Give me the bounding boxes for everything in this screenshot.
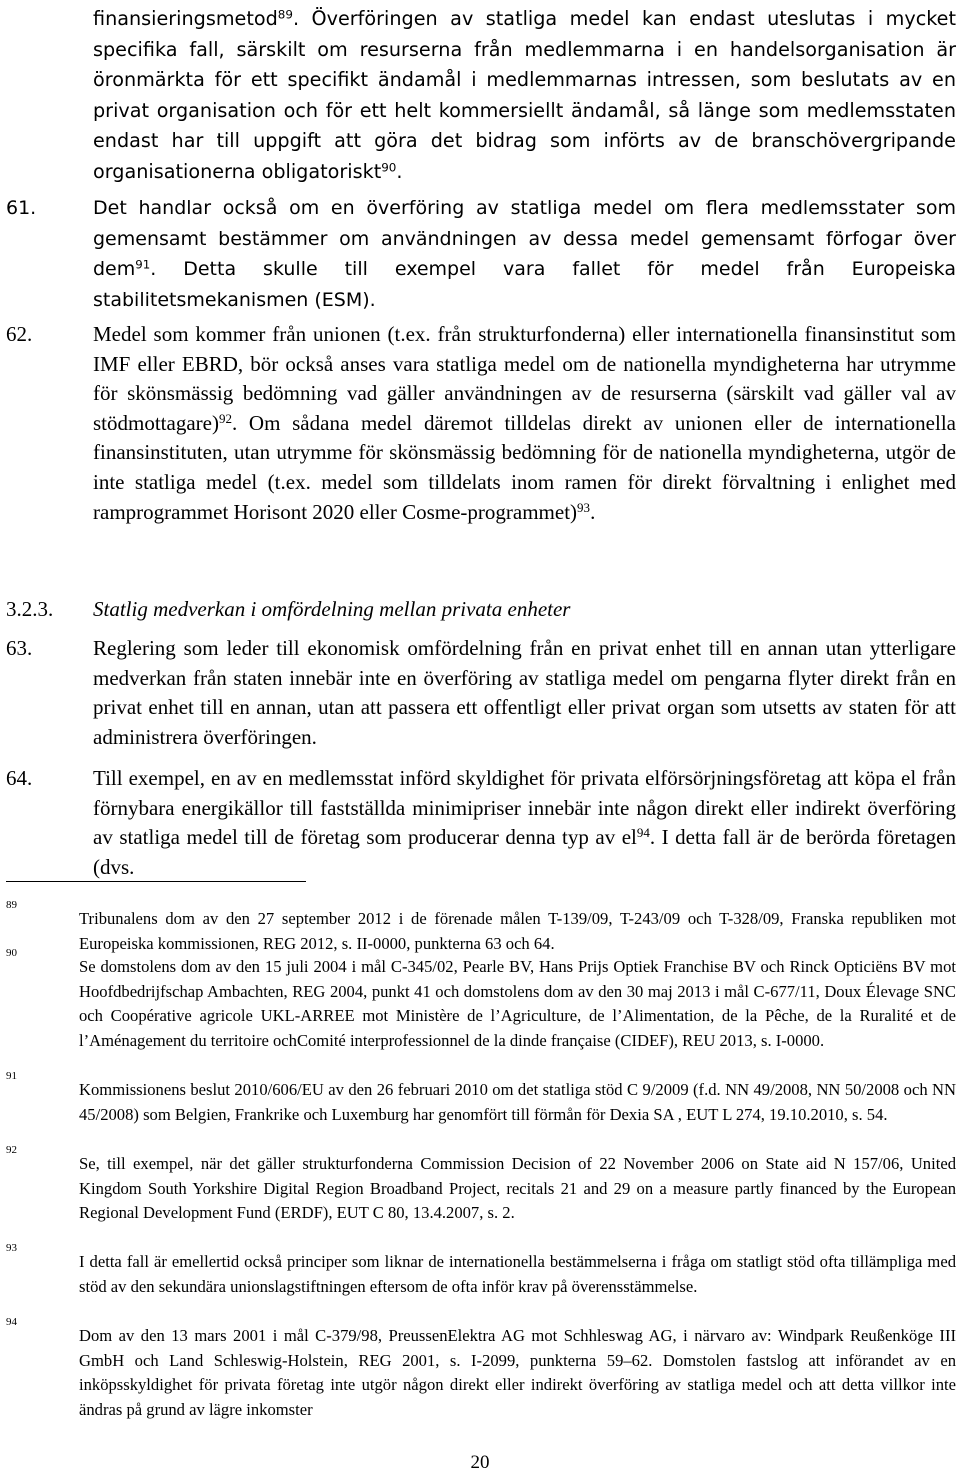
footnote-mark: 94 <box>6 1316 17 1328</box>
paragraph-text: . <box>590 499 596 524</box>
section-heading: Statlig medverkan i omfördelning mellan privata enheter <box>93 597 571 621</box>
footnote-ref-90[interactable]: 90 <box>381 159 397 174</box>
footnote-separator <box>6 881 306 882</box>
paragraph-text: . I detta fall är de berörda företagen (dvs. <box>93 825 956 879</box>
page-number: 20 <box>470 1452 490 1473</box>
footnote-text: Dom av den 13 mars 2001 i mål C-379/98, PreussenElektra AG mot Schhleswag AG, i närvaro av: Windpark Reußenköge III GmbH och Land Schleswig-Holstein, REG 2001, s. I-2099, punkterna 59–62. Domstolen fastslog att införandet av en inköpsskyldighet för privata företag inte utgör någon direkt eller indirekt överföring av statliga medel och att detta villkor inte ändras på grund av lägre inkomster <box>79 1326 956 1419</box>
footnote-ref-91[interactable]: 91 <box>135 257 151 272</box>
paragraph-body <box>93 320 956 527</box>
footnote-mark: 91 <box>6 1070 17 1082</box>
footnote-mark: 90 <box>6 947 17 959</box>
paragraph-text: . <box>396 159 403 183</box>
paragraph-number: 63. <box>6 636 33 660</box>
footnote-mark: 93 <box>6 1242 17 1254</box>
continued-paragraph <box>93 4 956 187</box>
paragraph-body: Reglering som leder till ekonomisk omfördelning från en privat enhet till en annan utan ytterligare medverkan från staten innebär inte en överföring av statliga medel om pengarna flyter direkt från en privat enhet till en annan, utan att passera ett offentligt eller privat organ som utsetts av staten för att administrera överföringen. <box>93 636 956 749</box>
paragraph-number: 62. <box>6 322 33 346</box>
paragraph-text: Det handlar också om en överföring av statliga medel om flera medlemsstater som gemensamt bestämmer om användningen av dessa medel gemensamt förfogar över dem <box>93 197 956 280</box>
paragraph-text: . Detta skulle till exempel vara fallet för medel från Europeiska stabilitetsmekanismen (ESM). <box>93 258 956 311</box>
footnote-text: Se, till exempel, när det gäller strukturfonderna Commission Decision of 22 November 2006 on State aid N 157/06, United Kingdom South Yorkshire Digital Region Broadband Project, recitals 21 and 29 on a measure partly financed by the European Regional Development Fund (ERDF), EUT C 80, 13.4.2007, s. 2. <box>79 1154 956 1223</box>
paragraph-number: 64. <box>6 766 33 790</box>
footnote-mark: 89 <box>6 899 17 911</box>
footnote-mark: 92 <box>6 1144 17 1156</box>
paragraph-text: finansieringsmetod <box>93 7 278 30</box>
footnote-text: I detta fall är emellertid också principer som liknar de internationella bestämmelserna i fråga om statligt stöd ofta tillämpliga med stöd av den sekundära unionslagstiftningen eftersom de ofta inför krav på överensstämmelse. <box>79 1252 956 1296</box>
footnote-ref-89[interactable]: 89 <box>277 7 293 22</box>
footnote-text: Tribunalens dom av den 27 september 2012 i de förenade målen T-139/09, T-243/09 och T-328/09, Franska republiken mot Europeiska kommissionen, REG 2012, s. II-0000, punkterna 63 och 64. <box>79 909 956 953</box>
footnote-ref-93[interactable]: 93 <box>577 499 591 515</box>
paragraph-text: Till exempel, en av en medlemsstat införd skyldighet för privata elförsörjningsföretag att köpa el från förnybara energikällor till fastställda minimipriser innebär inte någon direkt eller indirekt överföring av statliga medel till de företag som producerar denna typ av el <box>93 766 956 850</box>
paragraph-body <box>93 764 956 882</box>
paragraph-number: 61. <box>6 197 37 219</box>
section-number: 3.2.3. <box>6 597 54 621</box>
footnote-ref-92[interactable]: 92 <box>218 410 232 426</box>
paragraph-text: . Överföringen av statliga medel kan endast uteslutas i mycket specifika fall, särskilt om resurserna från medlemmarna i en handelsorganisation är öronmärkta för ett specifikt ändamål i medlemmarnas intressen, som beslutats av en privat organisation och för ett helt kommersiellt ändamål, så länge som medlemsstaten endast har till uppgift att göra det bidrag som införts av de branschövergripande organisationerna obligatoriskt <box>93 7 956 183</box>
paragraph-body <box>93 193 956 315</box>
footnote-ref-94[interactable]: 94 <box>636 825 650 841</box>
footnote-text: Kommissionens beslut 2010/606/EU av den 26 februari 2010 om det statliga stöd C 9/2009 (f.d. NN 49/2008, NN 50/2008 och NN 45/2008) som Belgien, Frankrike och Luxemburg har genomfört till förmån för Dexia SA , EUT L 274, 19.10.2010, s. 54. <box>79 1080 956 1124</box>
paragraph-text: . Om sådana medel däremot tilldelas direkt av unionen eller de internationella finansinstituten, utan utrymme för skönsmässig bedömning för de nationella myndigheterna, utgör de inte statliga medel (t.ex. medel som tilldelats inom ramen för direkt förvaltning i enlighet med ramprogrammet Horisont 2020 eller Cosme-programmet) <box>93 410 956 524</box>
footnote-text: Se domstolens dom av den 15 juli 2004 i mål C-345/02, Pearle BV, Hans Prijs Optiek Franchise BV och Rinck Opticiëns BV mot Hoofdbedrijfschap Ambachten, REG 2004, punkt 41 och domstolens dom av den 30 maj 2013 i mål C-677/11, Doux Élevage SNC och Coopérative agricole UKL-ARREE mot Ministère de l’Agriculture, de l’Alimentation, de la Pêche, de la Ruralité et de l’Aménagement du territoire ochComité interprofessionnel de la dinde française (CIDEF), REU 2013, s. I-0000. <box>79 957 956 1050</box>
paragraph-text: Medel som kommer från unionen (t.ex. från strukturfonderna) eller internationella finansinstitut som IMF eller EBRD, bör också anses vara statliga medel om de nationella myndigheterna har utrymme för skönsmässig bedömning vad gäller användningen av de resurserna (särskilt vad gäller val av stödmottagare) <box>93 322 956 435</box>
